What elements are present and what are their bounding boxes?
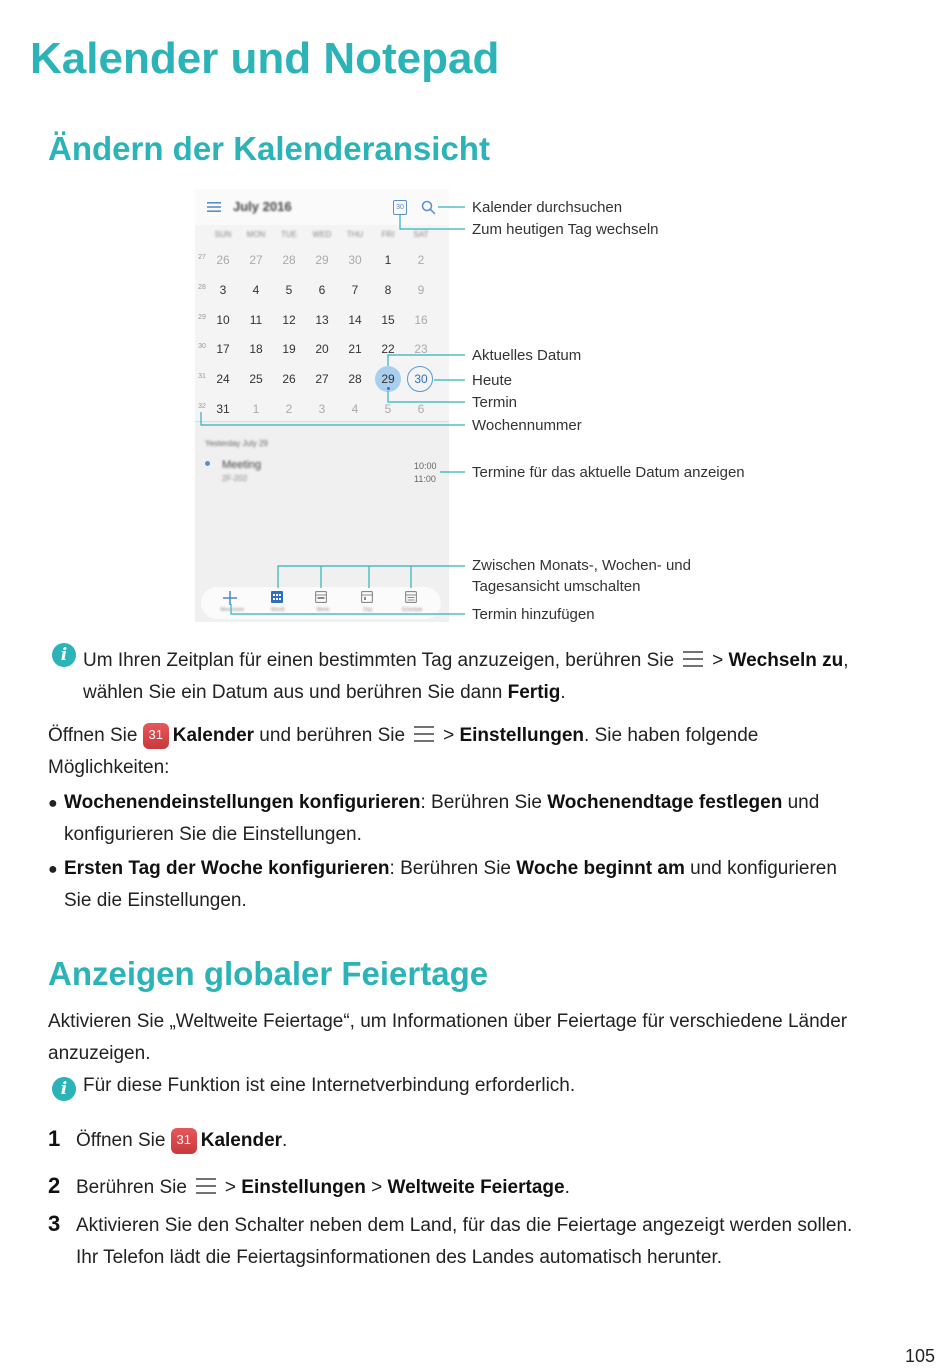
calendar-day[interactable]: 15 <box>381 313 395 327</box>
callout-show-events: Termine für das aktuelle Datum anzeigen <box>472 464 745 481</box>
calendar-day[interactable]: 26 <box>282 372 296 386</box>
week-number: 32 <box>198 403 206 410</box>
calendar-day[interactable]: 9 <box>417 283 425 297</box>
callout-search: Kalender durchsuchen <box>472 199 623 216</box>
callout-today-switch: Zum heutigen Tag wechseln <box>472 221 659 238</box>
day-name: FRI <box>381 230 395 239</box>
week-number: 29 <box>198 314 206 321</box>
day-name: TUE <box>281 230 297 239</box>
calendar-day[interactable]: 16 <box>414 313 428 327</box>
callout-week-number: Wochennummer <box>472 417 582 434</box>
month-title: July 2016 <box>233 199 292 214</box>
calendar-day[interactable]: 13 <box>315 313 329 327</box>
week-number: 27 <box>198 254 206 261</box>
callout-current-date: Aktuelles Datum <box>472 347 582 364</box>
callout-switch-view-1: Zwischen Monats-, Wochen- und <box>472 557 691 574</box>
calendar-day[interactable]: 10 <box>216 313 230 327</box>
bottom-nav-label: Month <box>271 607 285 613</box>
note-calendar-day: Um Ihren Zeitplan für einen bestimmten Tag anzuzeigen, berühren Sie > Wechseln zu, wählen Sie ein Datum aus und berühren Sie dann Fertig. <box>83 650 849 703</box>
search-icon[interactable] <box>421 200 436 215</box>
day-name: MON <box>246 230 266 239</box>
day-view-icon[interactable] <box>361 591 373 603</box>
bullet-first-day: Ersten Tag der Woche konfigurieren: Berühren Sie Woche beginnt am und konfigurieren Sie die Einstellungen. <box>64 858 837 911</box>
calendar-day[interactable]: 8 <box>384 283 392 297</box>
calendar-day[interactable]: 28 <box>282 253 296 267</box>
bullet-dot: ● <box>48 795 58 812</box>
calendar-day[interactable]: 3 <box>318 402 326 416</box>
calendar-day[interactable]: 22 <box>381 342 395 356</box>
calendar-today-icon[interactable]: 30 <box>393 200 407 215</box>
add-icon[interactable] <box>223 591 237 605</box>
day-names-row <box>195 230 449 242</box>
callout-today: Heute <box>472 372 513 389</box>
event-end-time: 11:00 <box>414 474 436 484</box>
calendar-day[interactable]: 2 <box>417 253 425 267</box>
calendar-day[interactable]: 1 <box>384 253 392 267</box>
calendar-day[interactable]: 7 <box>351 283 359 297</box>
calendar-day[interactable]: 30 <box>414 372 428 386</box>
calendar-day[interactable]: 21 <box>348 342 362 356</box>
week-number: 30 <box>198 343 206 350</box>
calendar-day[interactable]: 27 <box>249 253 263 267</box>
day-name: SUN <box>214 230 232 239</box>
bullet-weekend-settings: Wochenendeinstellungen konfigurieren: Berühren Sie Wochenendtage festlegen und konfigurieren Sie die Einstellungen. <box>64 792 820 845</box>
info-icon: i <box>52 643 76 667</box>
calendar-day[interactable]: 12 <box>282 313 296 327</box>
callout-lines <box>0 0 950 650</box>
page-title: Kalender und Notepad <box>30 34 500 83</box>
event-location: 2F-202 <box>222 474 248 483</box>
event-start-time: 10:00 <box>414 461 437 471</box>
week-row <box>195 372 449 388</box>
week-row <box>195 283 449 299</box>
day-name: THU <box>346 230 364 239</box>
calendar-day[interactable]: 14 <box>348 313 362 327</box>
calendar-day[interactable]: 3 <box>219 283 227 297</box>
step-2: Berühren Sie > Einstellungen > Weltweite Feiertage. <box>76 1177 570 1198</box>
event-indicator <box>387 387 390 390</box>
week-number: 28 <box>198 284 206 291</box>
menu-icon <box>195 1177 217 1195</box>
holidays-paragraph: Aktivieren Sie „Weltweite Feiertage“, um Informationen über Feiertage für verschiedene Länder anzuzeigen. <box>48 1011 848 1064</box>
step-number: 1 <box>48 1126 61 1151</box>
week-row <box>195 402 449 418</box>
calendar-day[interactable]: 18 <box>249 342 263 356</box>
week-view-icon[interactable] <box>315 591 327 603</box>
day-name: WED <box>312 230 332 239</box>
calendar-day[interactable]: 31 <box>216 402 230 416</box>
bullet-dot: ● <box>48 861 58 878</box>
calendar-day[interactable]: 6 <box>318 283 326 297</box>
info-icon: i <box>52 1077 76 1101</box>
step-number: 2 <box>48 1173 61 1198</box>
week-row <box>195 253 449 269</box>
calendar-day[interactable]: 11 <box>249 313 263 327</box>
week-row <box>195 313 449 329</box>
calendar-day[interactable]: 25 <box>249 372 263 386</box>
bottom-nav-label: Week <box>316 607 330 613</box>
intro-paragraph: Öffnen Sie 31 Kalender und berühren Sie > Einstellungen. Sie haben folgende Möglichkeiten: <box>48 725 759 778</box>
step-number: 3 <box>48 1211 61 1236</box>
calendar-day[interactable]: 4 <box>351 402 359 416</box>
calendar-day[interactable]: 26 <box>216 253 230 267</box>
calendar-day[interactable]: 17 <box>216 342 230 356</box>
section-heading-calendar-view: Ändern der Kalenderansicht <box>48 130 490 167</box>
calendar-app-icon: 31 <box>171 1128 197 1154</box>
calendar-day[interactable]: 4 <box>252 283 260 297</box>
callout-add-event: Termin hinzufügen <box>472 606 595 623</box>
calendar-day[interactable]: 24 <box>216 372 230 386</box>
calendar-day[interactable]: 20 <box>315 342 329 356</box>
calendar-day[interactable]: 28 <box>348 372 362 386</box>
week-number: 31 <box>198 373 206 380</box>
event-header: Yesterday July 29 <box>205 439 268 448</box>
calendar-day[interactable]: 29 <box>381 372 395 386</box>
calendar-day[interactable]: 1 <box>252 402 260 416</box>
event-dot <box>205 461 210 466</box>
callout-switch-view-2: Tagesansicht umschalten <box>472 578 641 595</box>
note-internet: Für diese Funktion ist eine Internetverbindung erforderlich. <box>83 1075 576 1096</box>
calendar-day[interactable]: 30 <box>348 253 362 267</box>
calendar-day[interactable]: 29 <box>315 253 329 267</box>
step-1: Öffnen Sie 31 Kalender. <box>76 1125 287 1157</box>
calendar-day[interactable]: 5 <box>384 402 392 416</box>
bottom-nav-label: Day <box>363 607 373 613</box>
callout-event: Termin <box>472 394 518 411</box>
week-row <box>195 342 449 358</box>
calendar-app-icon: 31 <box>143 723 169 749</box>
calendar-screenshot <box>195 189 449 622</box>
menu-icon <box>682 650 704 668</box>
event-title[interactable]: Meeting <box>222 459 262 471</box>
page-number: 105 <box>904 1346 935 1366</box>
day-name: SAT <box>413 230 429 239</box>
bottom-nav-label: Schedule <box>401 607 423 613</box>
calendar-day[interactable]: 19 <box>282 342 296 356</box>
menu-icon <box>413 725 435 743</box>
bottom-nav-label: New event <box>220 607 244 613</box>
calendar-day[interactable]: 6 <box>417 402 425 416</box>
step-3: Aktivieren Sie den Schalter neben dem Land, für das die Feiertage angezeigt werden sollen. Ihr Telefon lädt die Feiertagsinformationen des Landes automatisch herunter. <box>76 1215 853 1268</box>
calendar-day[interactable]: 5 <box>285 283 293 297</box>
calendar-day[interactable]: 27 <box>315 372 329 386</box>
month-view-icon[interactable] <box>271 591 283 603</box>
calendar-day[interactable]: 2 <box>285 402 293 416</box>
calendar-day[interactable]: 23 <box>414 342 428 356</box>
schedule-view-icon[interactable] <box>405 591 417 603</box>
menu-icon[interactable] <box>207 201 221 213</box>
section-heading-holidays: Anzeigen globaler Feiertage <box>48 955 489 992</box>
